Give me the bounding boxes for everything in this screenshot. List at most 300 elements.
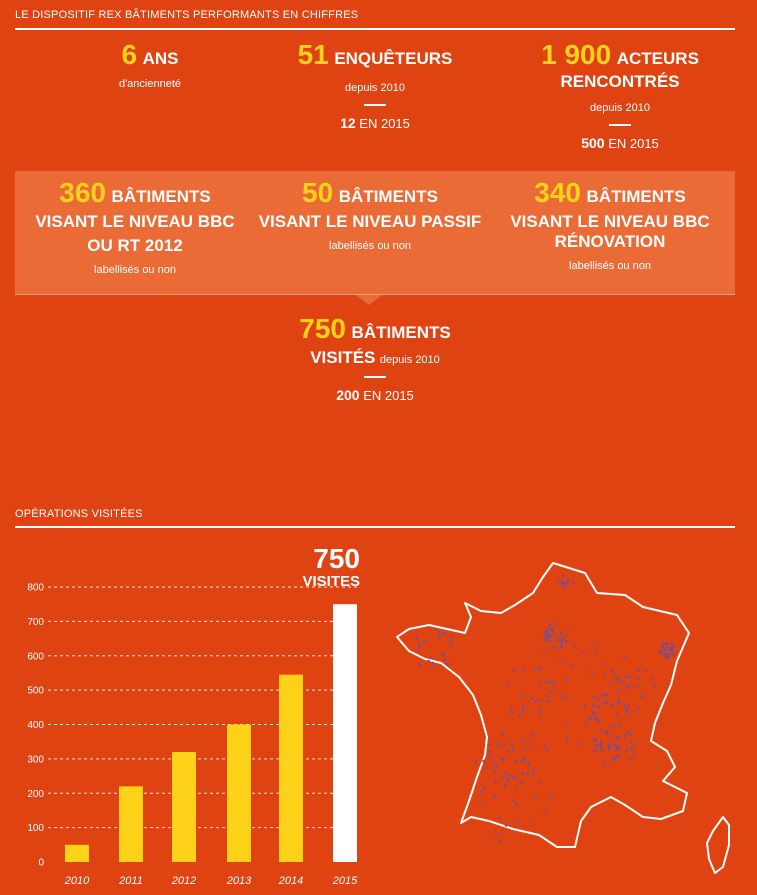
map-dot (427, 660, 430, 663)
map-dot (545, 639, 548, 642)
map-dot (543, 744, 546, 747)
stat-acteurs (510, 39, 730, 151)
stat-divider (609, 124, 631, 126)
map-dot (593, 696, 596, 699)
map-dot (667, 656, 670, 659)
stat-sub-value: 500 (581, 135, 605, 151)
x-tick-label: 2012 (171, 875, 197, 887)
map-dot (546, 749, 549, 752)
bar-2013 (227, 725, 251, 863)
map-dot (522, 704, 525, 707)
map-dot (533, 769, 536, 772)
map-dot (450, 645, 453, 648)
map-dot (511, 711, 514, 714)
stat-sub-label: EN 2015 (359, 116, 410, 131)
stat-bbc-rt2012 (25, 177, 245, 278)
map-dot (637, 678, 640, 681)
map-dot (529, 820, 532, 823)
map-dot (618, 680, 621, 683)
stat-sub-value: 12 (340, 115, 356, 131)
corsica-outline (707, 817, 729, 873)
map-dot (625, 713, 628, 716)
map-dot (521, 781, 524, 784)
map-dot (624, 734, 627, 737)
map-dot (619, 747, 622, 750)
map-dot (618, 701, 621, 704)
stat-number: 6 (121, 39, 138, 70)
map-dot (631, 747, 634, 750)
map-dot (539, 667, 542, 670)
map-dot (564, 723, 567, 726)
map-dot (619, 723, 622, 726)
stat-bbc-renovation (500, 177, 720, 274)
map-dot (539, 682, 542, 685)
total-visits-label: VISITES (302, 573, 360, 590)
map-dot (666, 646, 669, 649)
map-dot (514, 760, 517, 763)
stat-number: 1 900 (541, 39, 612, 70)
map-dot (618, 737, 621, 740)
map-dot (626, 686, 629, 689)
stat-passif (255, 177, 485, 254)
map-dot (419, 663, 422, 666)
map-dot (573, 645, 576, 648)
map-dot (616, 677, 619, 680)
map-dot (671, 654, 674, 657)
map-dot (584, 721, 587, 724)
map-dot (565, 697, 568, 700)
map-dot (558, 639, 561, 642)
map-dot (566, 640, 569, 643)
map-dot (594, 651, 597, 654)
map-dot (669, 649, 672, 652)
map-dot (572, 581, 575, 584)
y-tick-label: 400 (27, 720, 44, 731)
map-dot (637, 707, 640, 710)
map-dot (525, 748, 528, 751)
map-dot (591, 671, 594, 674)
map-dot (600, 741, 603, 744)
map-dot (612, 757, 615, 760)
map-dot (603, 762, 606, 765)
map-dot (534, 700, 537, 703)
map-dot (601, 695, 604, 698)
map-dot (669, 646, 672, 649)
stat-enqueteurs (270, 39, 480, 131)
map-dot (608, 746, 611, 749)
y-tick-label: 800 (27, 582, 44, 594)
map-dot (567, 579, 570, 582)
section-title-chiffres: LE DISPOSITIF REX BÂTIMENTS PERFORMANTS EN CHIFFRES (15, 9, 359, 21)
map-dot (593, 749, 596, 752)
map-dot (592, 704, 595, 707)
map-dot (617, 690, 620, 693)
map-visit-dots (415, 575, 675, 842)
map-dot (598, 705, 601, 708)
map-dot (596, 718, 599, 721)
map-dot (480, 791, 483, 794)
map-dot (495, 831, 498, 834)
map-dot (557, 580, 560, 583)
map-dot (514, 776, 517, 779)
map-dot (560, 695, 563, 698)
stat-note: depuis 2010 (590, 102, 650, 114)
map-dot (489, 755, 492, 758)
map-dot (510, 707, 513, 710)
y-tick-label: 200 (27, 788, 44, 800)
stat-divider (364, 376, 386, 378)
map-dot (611, 670, 614, 673)
map-dot (516, 820, 519, 823)
map-dot (546, 631, 549, 634)
stat-number: 750 (299, 313, 346, 344)
map-dot (570, 664, 573, 667)
map-dot (550, 681, 553, 684)
map-dot (501, 733, 504, 736)
map-dot (615, 713, 618, 716)
stat-number: 340 (534, 177, 581, 208)
x-tick-label: 2015 (332, 875, 358, 887)
map-dot (512, 748, 515, 751)
section-title-operations: OPÉRATIONS VISITÉES (15, 508, 143, 520)
x-tick-label: 2013 (226, 875, 252, 887)
stat-line2: VISITÉS (310, 348, 376, 367)
map-dot (606, 732, 609, 735)
map-dot (520, 695, 523, 698)
bar-2010 (65, 845, 89, 862)
map-dot (522, 758, 525, 761)
stat-note: d'ancienneté (118, 78, 182, 90)
map-dot (616, 736, 619, 739)
map-dot (628, 684, 631, 687)
map-dot (438, 631, 441, 634)
map-dot (665, 648, 668, 651)
x-tick-label: 2011 (119, 875, 143, 887)
map-dot (539, 708, 542, 711)
stat-number: 50 (302, 177, 334, 208)
stat-unit: BÂTIMENTS (351, 323, 451, 342)
map-dot (507, 777, 510, 780)
map-dot (504, 784, 507, 787)
stat-divider (364, 104, 386, 106)
map-dot (664, 653, 667, 656)
map-dot (595, 744, 598, 747)
map-dot (434, 628, 437, 631)
map-dot (623, 656, 626, 659)
map-dot (415, 637, 418, 640)
bar-2014 (279, 675, 303, 862)
map-dot (515, 803, 518, 806)
map-dot (488, 750, 491, 753)
map-dot (547, 700, 550, 703)
map-dot (502, 775, 505, 778)
map-dot (547, 635, 550, 638)
map-dot (549, 640, 552, 643)
map-dot (552, 684, 555, 687)
map-dot (562, 575, 565, 578)
map-dot (531, 697, 534, 700)
stat-line2: VISANT LE NIVEAU BBC (510, 212, 710, 231)
stat-anciennete (45, 39, 255, 92)
stat-note: depuis 2010 (379, 354, 440, 366)
map-dot (561, 644, 564, 647)
map-dot (622, 682, 625, 685)
map-dot (594, 713, 597, 716)
map-dot (541, 699, 544, 702)
map-dot (438, 635, 441, 638)
map-dot (579, 743, 582, 746)
map-dot (629, 758, 632, 761)
total-visits-annotation (290, 544, 360, 590)
map-dot (510, 743, 513, 746)
map-dot (601, 729, 604, 732)
map-dot (418, 646, 421, 649)
map-dot (522, 669, 525, 672)
map-dot (609, 739, 612, 742)
map-dot (535, 797, 538, 800)
total-visits-value: 750 (313, 543, 360, 574)
map-dot (641, 695, 644, 698)
map-dot (551, 796, 554, 799)
stat-number: 360 (59, 177, 106, 208)
map-dot (582, 651, 585, 654)
map-dot (551, 646, 554, 649)
map-dot (543, 634, 546, 637)
map-dot (507, 750, 510, 753)
map-dot (563, 586, 566, 589)
map-dot (617, 745, 620, 748)
map-dot (512, 799, 515, 802)
y-tick-label: 700 (27, 616, 44, 628)
map-dot (610, 703, 613, 706)
map-dot (500, 757, 503, 760)
map-dot (441, 653, 444, 656)
map-dot (584, 705, 587, 708)
map-dot (444, 658, 447, 661)
stat-sub-label: EN 2015 (363, 388, 414, 403)
map-dot (610, 727, 613, 730)
map-dot (534, 668, 537, 671)
map-dot (597, 698, 600, 701)
map-dot (512, 669, 515, 672)
map-dot (493, 770, 496, 773)
stat-sub-label: EN 2015 (608, 136, 659, 151)
map-dot (659, 651, 662, 654)
map-dot (545, 681, 548, 684)
map-dot (644, 670, 647, 673)
map-dot (596, 749, 599, 752)
stat-number: 51 (297, 39, 329, 70)
map-dot (505, 824, 508, 827)
map-dot (615, 756, 618, 759)
map-dot (488, 743, 491, 746)
map-dot (530, 742, 533, 745)
map-dot (629, 676, 632, 679)
map-dot (515, 786, 518, 789)
map-dot (625, 675, 628, 678)
y-tick-label: 300 (27, 754, 44, 766)
stat-line2: RENCONTRÉS (560, 72, 680, 91)
map-dot (593, 738, 596, 741)
map-dot (538, 713, 541, 716)
map-dot (562, 636, 565, 639)
map-dot (446, 662, 449, 665)
map-dot (636, 685, 639, 688)
bar-2015 (333, 604, 357, 862)
map-dot (618, 755, 621, 758)
map-dot (482, 760, 485, 763)
map-dot (526, 772, 529, 775)
map-dot (602, 663, 605, 666)
map-dot (558, 660, 561, 663)
map-dot (628, 731, 631, 734)
stat-note: labellisés ou non (94, 264, 176, 276)
map-dot (449, 640, 452, 643)
map-dot (550, 627, 553, 630)
map-dot (531, 774, 534, 777)
map-dot (483, 786, 486, 789)
stat-line2: VISANT LE NIVEAU PASSIF (258, 212, 482, 231)
stat-line3: RÉNOVATION (554, 232, 666, 251)
map-dot (650, 678, 653, 681)
y-tick-label: 500 (27, 685, 44, 697)
map-dot (609, 682, 612, 685)
france-map (385, 555, 745, 885)
map-dot (479, 803, 482, 806)
map-dot (543, 648, 546, 651)
map-dot (632, 753, 635, 756)
stat-sub-value: 200 (336, 387, 360, 403)
map-dot (567, 629, 570, 632)
map-dot (423, 640, 426, 643)
stat-unit: BÂTIMENTS (338, 187, 438, 206)
map-dot (510, 774, 513, 777)
map-dot (599, 744, 602, 747)
map-dot (637, 669, 640, 672)
map-dot (662, 642, 665, 645)
map-dot (522, 772, 525, 775)
map-dot (596, 644, 599, 647)
map-dot (603, 674, 606, 677)
map-dot (494, 781, 497, 784)
map-dot (442, 632, 445, 635)
stat-unit: ANS (142, 49, 179, 68)
stat-unit: ACTEURS (616, 49, 699, 68)
stat-unit: BÂTIMENTS (111, 187, 211, 206)
map-dot (418, 643, 421, 646)
map-dot (519, 714, 522, 717)
map-dot (566, 582, 569, 585)
map-dot (430, 657, 433, 660)
map-dot (494, 796, 497, 799)
y-tick-label: 0 (38, 857, 44, 869)
map-dot (623, 704, 626, 707)
map-dot (633, 745, 636, 748)
header-rule (15, 28, 735, 30)
map-dot (604, 694, 607, 697)
map-dot (550, 690, 553, 693)
stat-unit: ENQUÊTEURS (334, 49, 453, 68)
map-dot (496, 766, 499, 769)
stat-note: labellisés ou non (569, 260, 651, 272)
map-dot (498, 743, 501, 746)
france-outline (397, 563, 689, 847)
map-dot (547, 628, 550, 631)
map-dot (564, 678, 567, 681)
map-dot (522, 740, 525, 743)
map-dot (450, 635, 453, 638)
map-dot (627, 706, 630, 709)
map-dot (604, 702, 607, 705)
map-dot (590, 716, 593, 719)
map-dot (601, 749, 604, 752)
map-dot (538, 782, 541, 785)
map-dot (614, 724, 617, 727)
map-dot (499, 839, 502, 842)
map-dot (560, 632, 563, 635)
map-dot (653, 684, 656, 687)
map-dot (566, 737, 569, 740)
stat-unit: BÂTIMENTS (586, 187, 686, 206)
stat-line3: OU RT 2012 (87, 236, 183, 255)
map-dot (545, 695, 548, 698)
operations-rule (15, 526, 735, 528)
y-tick-label: 600 (27, 651, 44, 663)
map-dot (671, 643, 674, 646)
map-dot (561, 640, 564, 643)
operations-bar-chart (0, 540, 380, 890)
map-dot (432, 662, 435, 665)
map-dot (555, 637, 558, 640)
y-tick-label: 100 (27, 823, 44, 835)
map-dot (555, 647, 558, 650)
map-dot (549, 624, 552, 627)
map-dot (667, 654, 670, 657)
map-dot (625, 709, 628, 712)
map-dot (543, 809, 546, 812)
map-dot (486, 766, 489, 769)
map-dot (550, 635, 553, 638)
map-dot (562, 581, 565, 584)
band-pointer (356, 295, 382, 305)
map-dot (554, 622, 557, 625)
map-dot (532, 734, 535, 737)
map-dot (506, 684, 509, 687)
map-dot (492, 762, 495, 765)
map-dot (528, 763, 531, 766)
x-tick-label: 2014 (278, 875, 304, 887)
stat-note: depuis 2010 (345, 82, 405, 94)
map-dot (522, 709, 525, 712)
map-dot (475, 760, 478, 763)
bar-2012 (172, 752, 196, 862)
map-dot (661, 646, 664, 649)
stat-visites (255, 313, 495, 403)
map-dot (626, 749, 629, 752)
stat-note: labellisés ou non (329, 240, 411, 252)
map-dot (613, 673, 616, 676)
stat-line2: VISANT LE NIVEAU BBC (35, 212, 235, 231)
map-dot (431, 665, 434, 668)
map-dot (629, 734, 632, 737)
map-dot (630, 741, 633, 744)
x-tick-label: 2010 (64, 875, 90, 887)
bar-2011 (119, 786, 143, 862)
map-dot (672, 645, 675, 648)
map-dot (505, 772, 508, 775)
map-dot (614, 744, 617, 747)
map-dot (499, 817, 502, 820)
